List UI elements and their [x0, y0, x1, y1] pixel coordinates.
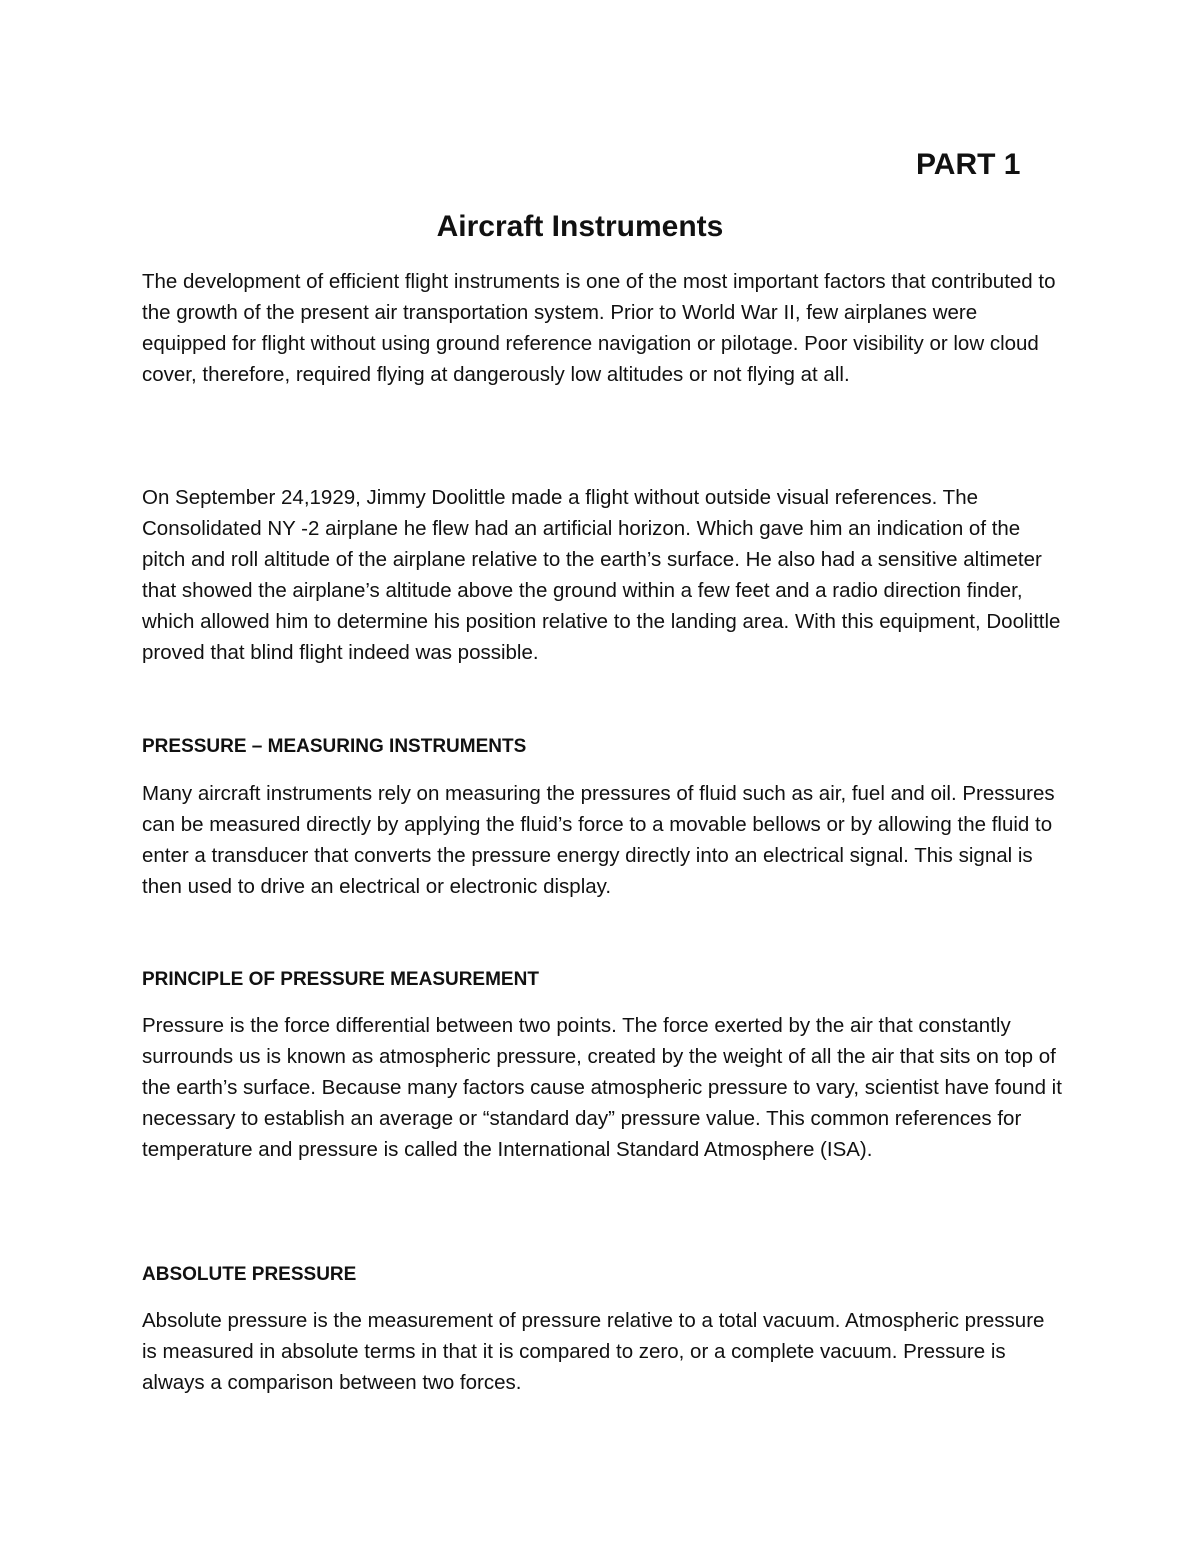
- doolittle-paragraph: On September 24,1929, Jimmy Doolittle made a flight without outside visual references. The Consolidated NY -2 airplane he flew had an artificial horizon. Which gave him an indication of the pitch and roll altitude of the airplane relative to the earth’s surface. He also had a sensitive altimeter that showed the airplane’s altitude above the ground within a few feet and a radio direction finder, which allowed him to determine his position relative to the landing area. With this equipment, Doolittle proved that blind flight indeed was possible.: [142, 486, 1061, 664]
- intro-paragraph: The development of efficient flight instruments is one of the most important factors that contributed to the growth of the present air transportation system. Prior to World War II, few airplanes were equipped for flight without using ground reference navigation or pilotage. Poor visibility or low cloud cover, therefore, required flying at dangerously low altitudes or not flying at all.: [142, 270, 1056, 386]
- section-heading-pressure-measuring-instruments: PRESSURE – MEASURING INSTRUMENTS: [142, 736, 527, 757]
- section-heading-principle-of-pressure-measurement: PRINCIPLE OF PRESSURE MEASUREMENT: [142, 969, 539, 990]
- section-heading-absolute-pressure: ABSOLUTE PRESSURE: [142, 1264, 357, 1285]
- pressure-measuring-paragraph: Many aircraft instruments rely on measuring the pressures of fluid such as air, fuel and oil. Pressures can be measured directly by applying the fluid’s force to a movable bellows or by allowing the fluid to enter a transducer that converts the pressure energy directly into an electrical signal. This signal is then used to drive an electrical or electronic display.: [142, 782, 1055, 898]
- document-title: Aircraft Instruments: [436, 210, 724, 243]
- principle-paragraph: Pressure is the force differential between two points. The force exerted by the air that constantly surrounds us is known as atmospheric pressure, created by the weight of all the air that sits on top of the earth’s surface. Because many factors cause atmospheric pressure to vary, scientist have found it necessary to establish an average or “standard day” pressure value. This common references for temperature and pressure is called the International Standard Atmosphere (ISA).: [142, 1014, 1062, 1161]
- absolute-pressure-paragraph: Absolute pressure is the measurement of pressure relative to a total vacuum. Atmospheric pressure is measured in absolute terms in that it is compared to zero, or a complete vacuum. Pressure is always a comparison between two forces.: [142, 1309, 1045, 1394]
- part-label: PART 1: [916, 148, 1021, 181]
